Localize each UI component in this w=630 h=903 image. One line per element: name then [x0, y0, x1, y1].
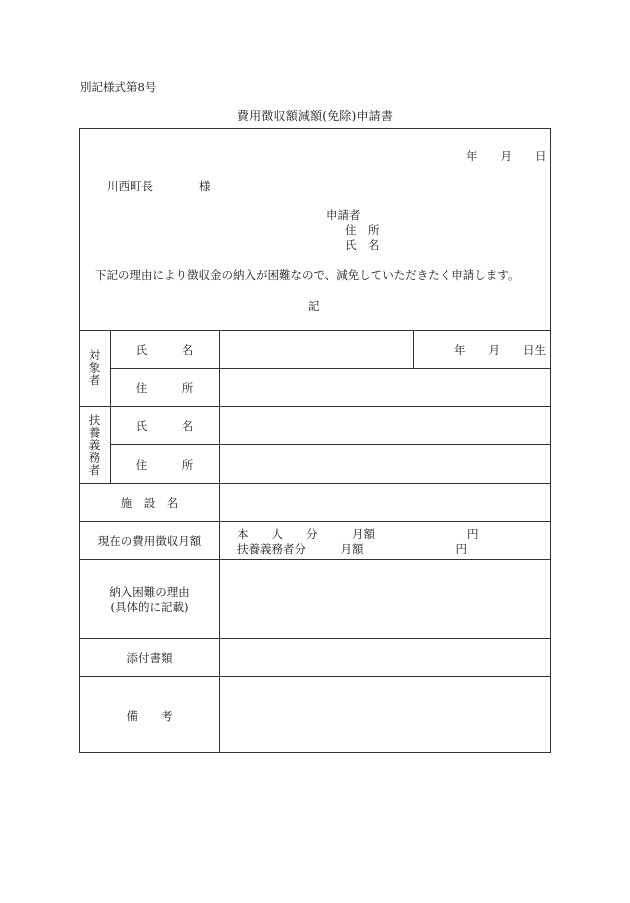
applicant-label: 申請者 [326, 208, 361, 222]
addressee: 川西町長 様 [107, 179, 211, 193]
reason-note: (具体的に記載) [110, 600, 189, 614]
form-number: 別記様式第8号 [80, 80, 157, 94]
supporter-address-label: 住 所 [135, 458, 194, 472]
subject-birth-date: 年 月 日生 [454, 343, 546, 357]
current-fee-label: 現在の費用徴収月額 [97, 534, 202, 548]
application-form [79, 128, 551, 753]
remarks-label: 備 考 [126, 709, 173, 723]
subject-group-label: 対象者 [87, 349, 102, 387]
reason-label: 納入困難の理由 [109, 585, 190, 599]
supporter-name-label: 氏 名 [135, 419, 194, 433]
fee-supporter-row: 扶養義務者分 月額 円 [237, 542, 467, 556]
applicant-name-label: 氏 名 [345, 238, 380, 252]
applicant-address-label: 住 所 [345, 223, 380, 237]
document-title: 費用徴収額減額(免除)申請書 [236, 109, 394, 123]
attachments-label: 添付書類 [126, 651, 173, 665]
supporter-group-label: 扶養義務者 [87, 414, 102, 477]
fee-self-row: 本 人 分 月額 円 [237, 527, 479, 541]
request-statement: 下記の理由により徴収金の納入が困難なので、減免していただきたく申請します。 [95, 268, 520, 282]
date-line: 年 月 日 [466, 149, 547, 163]
record-mark: 記 [308, 299, 320, 313]
subject-address-label: 住 所 [135, 381, 194, 395]
facility-label: 施 設 名 [120, 496, 179, 510]
subject-name-label: 氏 名 [135, 343, 194, 357]
